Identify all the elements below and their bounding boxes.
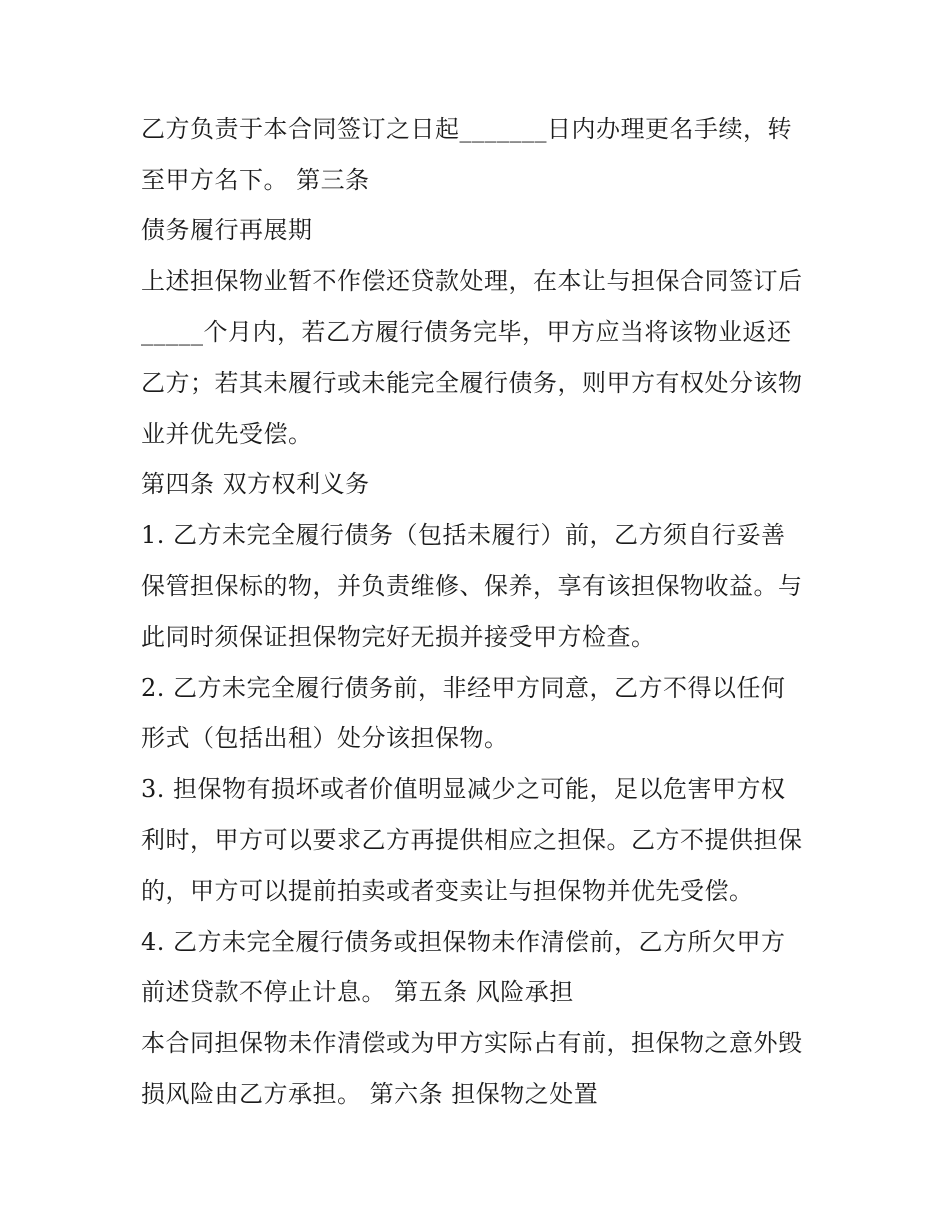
- text-line: 利时，甲方可以要求乙方再提供相应之担保。乙方不提供担保: [141, 826, 803, 854]
- text-line: _____个月内，若乙方履行债务完毕，甲方应当将该物业返还: [141, 318, 792, 346]
- text-line: 2. 乙方未完全履行债务前，非经甲方同意，乙方不得以任何: [141, 674, 786, 702]
- text-line: 此同时须保证担保物完好无损并接受甲方检查。: [141, 623, 656, 651]
- text-line: 4. 乙方未完全履行债务或担保物未作清偿前，乙方所欠甲方: [141, 928, 786, 956]
- text-line: 乙方；若其未履行或未能完全履行债务，则甲方有权处分该物: [141, 369, 803, 397]
- text-line: 3. 担保物有损坏或者价值明显减少之可能，足以危害甲方权: [141, 775, 786, 803]
- text-line: 本合同担保物未作清偿或为甲方实际占有前，担保物之意外毁: [141, 1029, 803, 1057]
- text-line: 保管担保标的物，并负责维修、保养，享有该担保物收益。与: [141, 572, 803, 600]
- text-line: 的，甲方可以提前拍卖或者变卖让与担保物并优先受偿。: [141, 877, 754, 905]
- text-line: 至甲方名下。 第三条: [141, 166, 370, 194]
- text-line: 1. 乙方未完全履行债务（包括未履行）前，乙方须自行妥善: [141, 521, 786, 549]
- text-line: 业并优先受偿。: [141, 420, 313, 448]
- text-line: 形式（包括出租）处分该担保物。: [141, 724, 509, 752]
- text-line: 第四条 双方权利义务: [141, 470, 370, 498]
- text-line: 上述担保物业暂不作偿还贷款处理，在本让与担保合同签订后: [141, 267, 803, 295]
- text-line: 乙方负责于本合同签订之日起_______日内办理更名手续，转: [141, 115, 792, 143]
- text-line: 前述贷款不停止计息。 第五条 风险承担: [141, 978, 574, 1006]
- text-line: 损风险由乙方承担。 第六条 担保物之处置: [141, 1080, 599, 1108]
- text-line: 债务履行再展期: [141, 216, 313, 244]
